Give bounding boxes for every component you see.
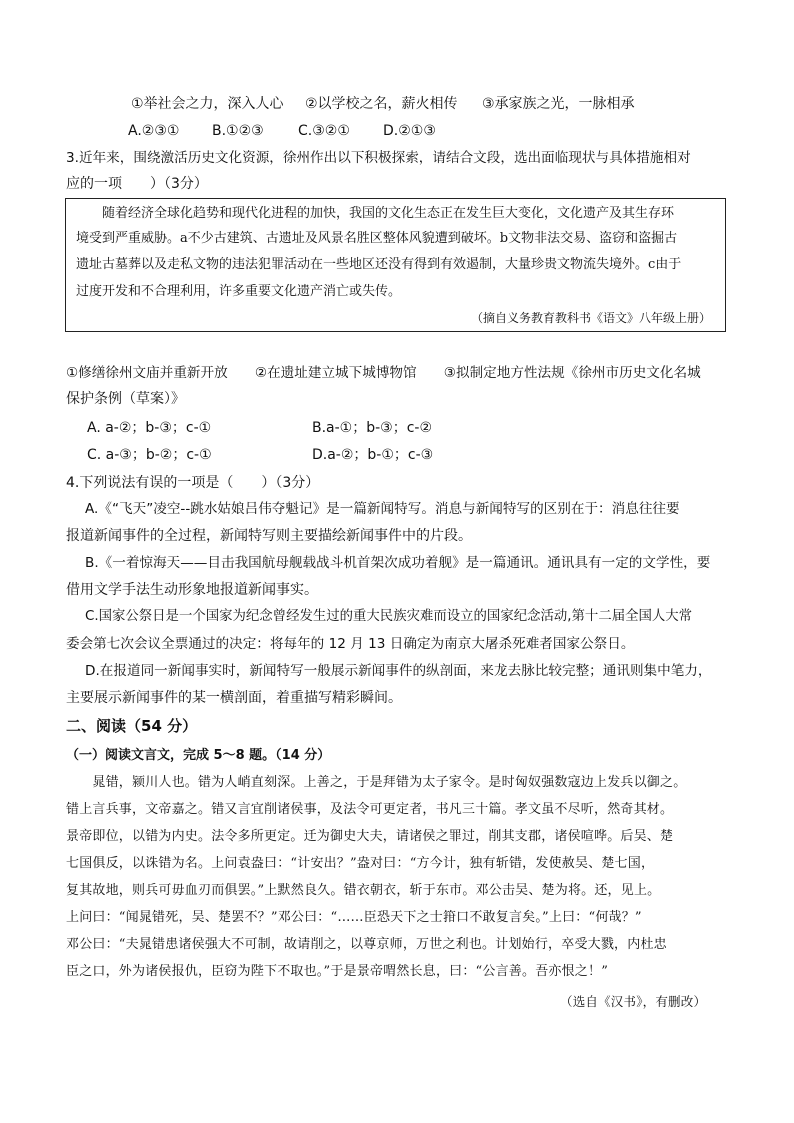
classical-text-line8: 臣之口，外为诸侯报仇，臣窃为陛下不取也。”于是景帝喟然长息，曰：“公言善。吾亦恨之！” [66,964,609,979]
section-title: 二、阅读（54 分） [66,717,198,735]
q4-option-c-line2: 委会第七次会议全票通过的决定：将每年的 12 月 13 日确定为南京大屠杀死难者国家公祭日。 [66,636,635,652]
classical-text-line4: 七国俱反，以诛错为名。上问袁盎曰：“计安出？”盎对曰：“方今计，独有斩错，发使赦吴、楚七国， [66,856,655,871]
q2-answer-d: D.②①③ [383,123,436,139]
q3-passage-line2: 境受到严重威胁。a不少古建筑、古遗址及风景名胜区整体风貌遭到破坏。b文物非法交易、盗窃和盗掘古 [76,231,678,246]
q3-option-a: A. a-②；b-③；c-① [87,420,212,436]
q3-option-c: C. a-③；b-②；c-① [87,447,212,463]
q3-passage-line3: 遗址古墓葬以及走私文物的违法犯罪活动在一些地区还没有得到有效遏制，大量珍贵文物流失境外。c由于 [76,257,682,272]
q4-option-d-line2: 主要展示新闻事件的某一横剖面，着重描写精彩瞬间。 [66,690,402,706]
q3-option-b: B.a-①；b-③；c-② [312,420,433,436]
subsection-title: （一）阅读文言文，完成 5～8 题。（14 分） [66,748,331,763]
classical-text-line2: 错上言兵事，文帝嘉之。错又言宜削诸侯事，及法令可更定者，书凡三十篇。孝文虽不尽听，然奇其材。 [66,802,674,817]
q3-passage-source: （摘自义务教育教科书《语文》八年级上册） [470,311,711,325]
q3-passage-line4: 过度开发和不合理利用，许多重要文化遗产消亡或失传。 [76,284,402,299]
q3-stem-line1: 3.近年来，围绕激活历史文化资源，徐州作出以下积极探索，请结合文段，选出面临现状与具体措施相对 [66,150,691,166]
q2-answer-b: B.①②③ [212,123,264,139]
q3-option-d: D.a-②；b-①；c-③ [312,447,434,463]
q4-option-a-line2: 报道新闻事件的全过程，新闻特写则主要描绘新闻事件中的片段。 [66,528,472,544]
classical-text-line6: 上问曰：“闻晁错死，吴、楚罢不？”邓公曰：“……臣恐天下之士箝口不敢复言矣。”上曰：“何哉？” [66,910,642,925]
q4-option-a-line1: A.《“飞天”凌空--跳水姑娘吕伟夺魁记》是一篇新闻特写。消息与新闻特写的区别在于：消息往往要 [85,501,680,517]
q4-option-d-line1: D.在报道同一新闻事实时，新闻特写一般展示新闻事件的纵剖面，来龙去脉比较完整；通讯则集中笔力， [85,663,712,679]
q3-passage-box [65,198,726,332]
q3-passage-line1: 随着经济全球化趋势和现代化进程的加快，我国的文化生态正在发生巨大变化，文化遗产及其生存环 [76,206,675,221]
q2-answer-a: A.②③① [128,123,180,139]
q2-answer-c: C.③②① [298,123,350,139]
q3-stem-line2: 应的一项 ）（3分） [66,176,208,192]
q4-option-c-line1: C.国家公祭日是一个国家为纪念曾经发生过的重大民族灾难而设立的国家纪念活动,第十二届全国人大常 [85,609,693,624]
q2-option-3: ③承家族之光，一脉相承 [482,96,635,112]
q4-stem: 4.下列说法有误的一项是（ ）（3分） [66,475,320,491]
classical-text-line5: 复其故地，则兵可毋血刃而俱罢。”上默然良久。错衣朝衣，斩于东市。邓公击吴、楚为将。还，见上。 [66,883,661,898]
classical-text-line3: 景帝即位，以错为内史。法令多所更定。迁为御史大夫，请诸侯之罪过，削其支郡，诸侯喧哗。后吴、楚 [66,829,674,844]
classical-text-source: （选自《汉书》，有删改） [560,994,707,1009]
q4-option-b-line2: 借用文学手法生动形象地报道新闻事实。 [66,582,318,598]
q2-option-1: ①举社会之力，深入人心 [131,96,284,112]
q2-option-2: ②以学校之名，薪火相传 [305,96,458,112]
q3-measures-line1: ①修缮徐州文庙并重新开放 ②在遗址建立城下城博物馆 ③拟制定地方性法规《徐州市历史文化名城 [66,365,701,381]
q4-option-b-line1: B.《一着惊海天——目击我国航母舰载战斗机首架次成功着舰》是一篇通讯。通讯具有一定的文学性，要 [85,555,711,571]
classical-text-line1: 晁错，颍川人也。错为人峭直刻深。上善之，于是拜错为太子家令。是时匈奴强数寇边上发兵以御之。 [66,775,687,790]
classical-text-line7: 邓公曰：“夫晁错患诸侯强大不可制，故请削之，以尊京师，万世之利也。计划始行，卒受大戮，内杜忠 [66,937,667,952]
q3-measures-line2: 保护条例（草案）》 [66,391,185,407]
